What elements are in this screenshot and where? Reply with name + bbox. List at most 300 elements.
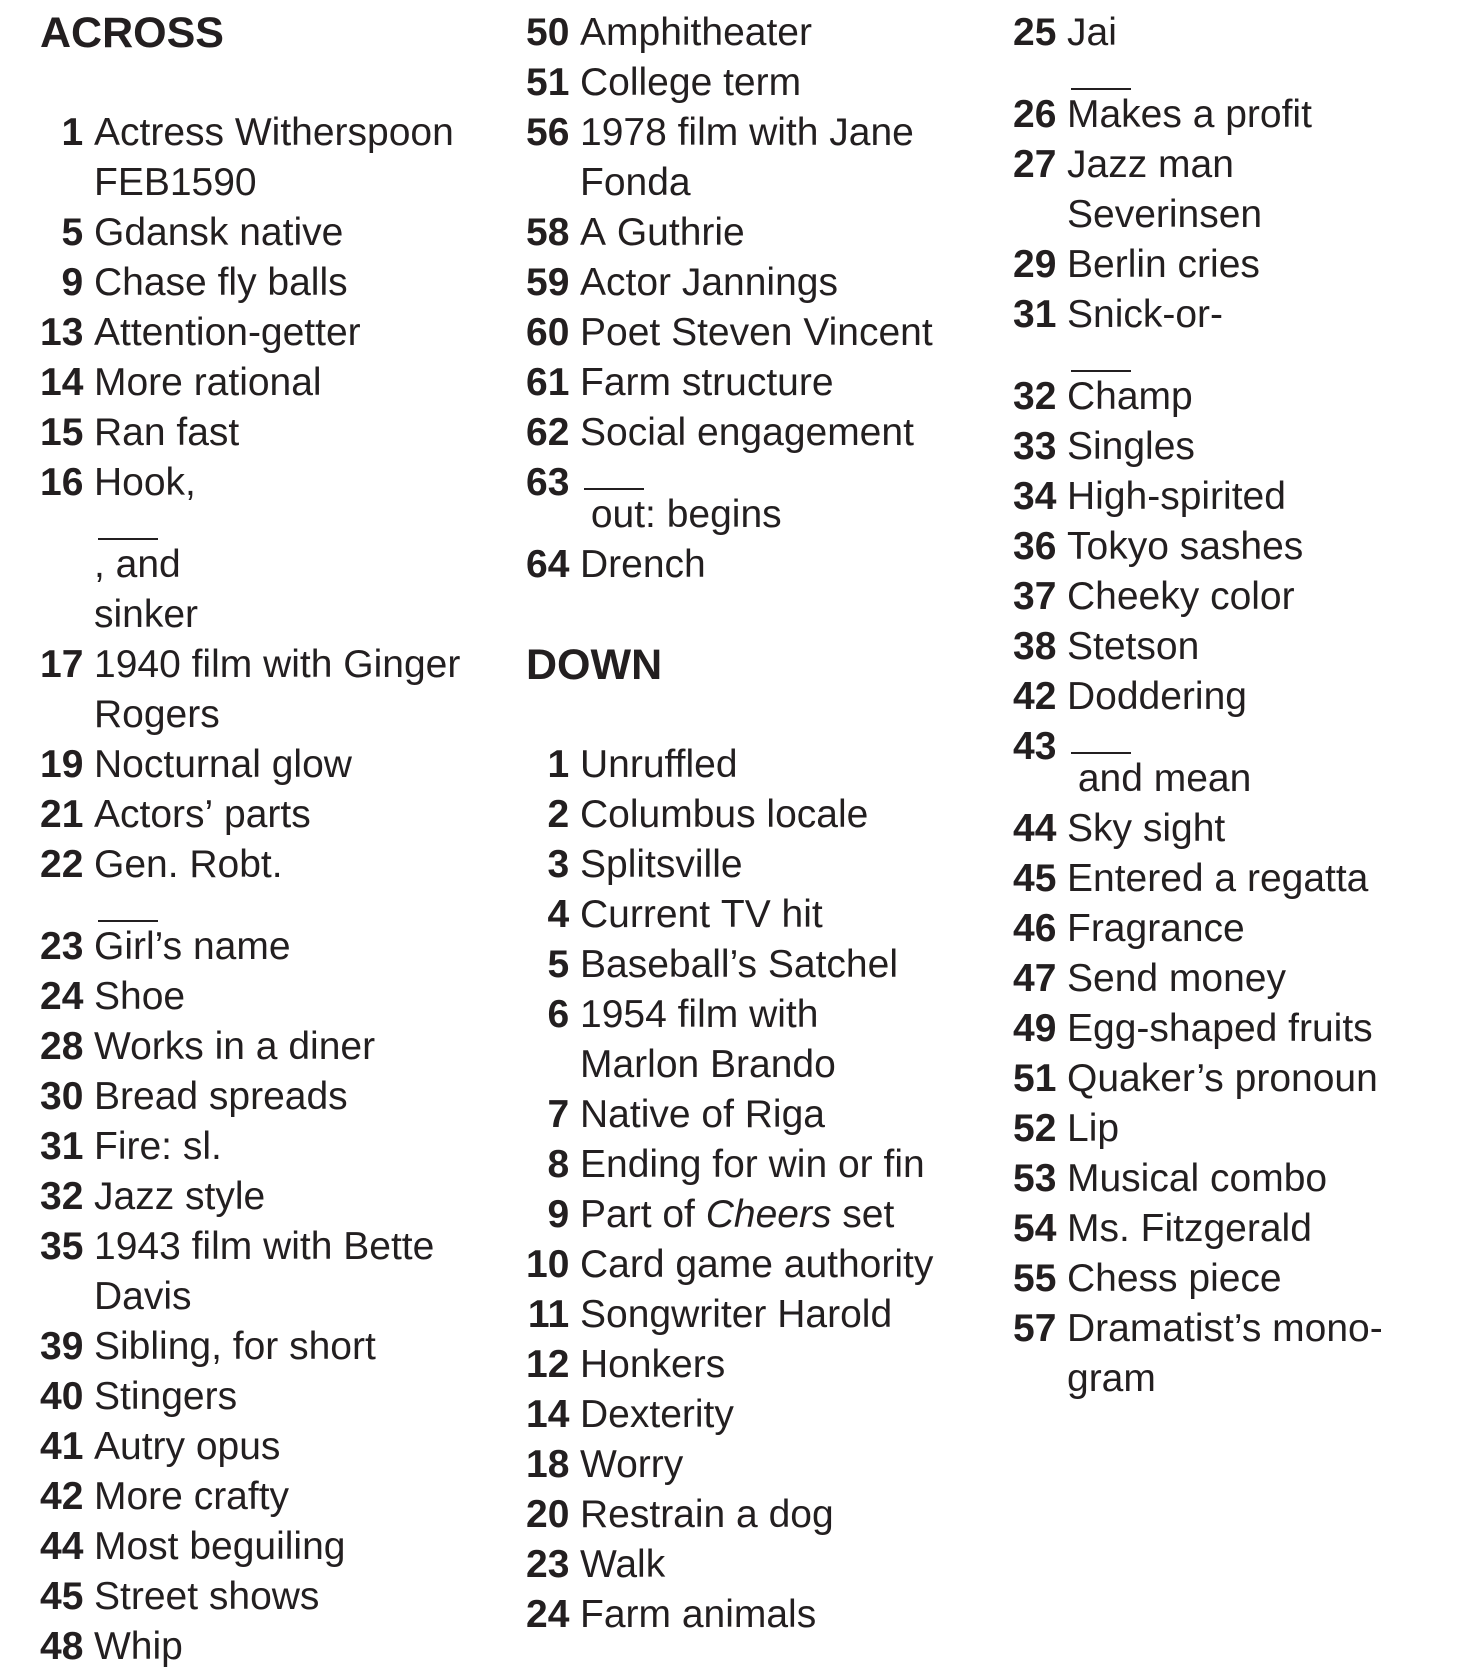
- clue-text: [580, 58, 996, 108]
- clue-item: [526, 208, 996, 258]
- clue-line: Works in a diner: [94, 1025, 376, 1068]
- clue-number: 14: [526, 1393, 581, 1436]
- clue-line: gram: [1067, 1357, 1156, 1400]
- clue-text: [580, 1240, 996, 1290]
- clue-text: [1067, 1004, 1453, 1054]
- clue-number: 44: [40, 1525, 95, 1568]
- column-2: [526, 8, 996, 1640]
- clue-number: 56: [526, 111, 581, 154]
- clue-number: 2: [547, 793, 580, 836]
- clue-line: Severinsen: [1067, 193, 1263, 236]
- clue-line: Actress Witherspoon: [94, 111, 454, 154]
- clue-number: 50: [526, 11, 581, 54]
- clue-number: 51: [1013, 1057, 1068, 1100]
- clue-number: 49: [1013, 1007, 1068, 1050]
- clue-item: [526, 1290, 996, 1340]
- clue-text: [580, 8, 996, 58]
- clue-line: Farm structure: [580, 361, 834, 404]
- clue-text: [580, 940, 996, 990]
- clue-number: 36: [1013, 525, 1068, 568]
- clue-number: 41: [40, 1425, 95, 1468]
- clue-number: 6: [547, 993, 580, 1036]
- clue-number: 51: [526, 61, 581, 104]
- clue-number: 61: [526, 361, 581, 404]
- clue-item: [40, 258, 510, 308]
- clue-line: Most beguiling: [94, 1525, 346, 1568]
- clue-line: Columbus locale: [580, 793, 869, 836]
- clue-text: [1067, 854, 1453, 904]
- clue-item: [40, 972, 510, 1022]
- clue-item: [526, 1490, 996, 1540]
- clue-number: 48: [40, 1625, 95, 1668]
- clue-line: Actors’ parts: [94, 793, 311, 836]
- clue-line: Worry: [580, 1443, 684, 1486]
- clue-number: 15: [40, 411, 95, 454]
- clue-number: 5: [61, 211, 94, 254]
- clue-number: 38: [1013, 625, 1068, 668]
- clue-line: Marlon Brando: [580, 1043, 836, 1086]
- clue-line: Whip: [94, 1625, 183, 1668]
- clue-text: [580, 408, 996, 458]
- clue-line: Farm animals: [580, 1593, 817, 1636]
- clue-text: [580, 108, 996, 208]
- clue-text: [1067, 372, 1453, 422]
- clue-number: 40: [40, 1375, 95, 1418]
- clue-line: Honkers: [580, 1343, 726, 1386]
- clue-line: Baseball’s Satchel: [580, 943, 898, 986]
- clue-line: Makes a profit: [1067, 93, 1312, 136]
- clue-number: 28: [40, 1025, 95, 1068]
- clue-text: [94, 208, 510, 258]
- clue-item: [526, 258, 996, 308]
- clue-item: [1013, 472, 1453, 522]
- clue-text: [580, 990, 996, 1090]
- clue-number: 44: [1013, 807, 1068, 850]
- clue-text: [94, 1622, 510, 1672]
- clue-text: [94, 790, 510, 840]
- clue-item: [40, 922, 510, 972]
- clue-item: [40, 208, 510, 258]
- clue-text: [94, 1572, 510, 1622]
- clue-item: [1013, 240, 1453, 290]
- clue-item: [526, 990, 996, 1090]
- clue-number: 18: [526, 1443, 581, 1486]
- clue-line: and mean: [1067, 722, 1453, 804]
- clue-item: [1013, 672, 1453, 722]
- clue-text: [580, 308, 996, 358]
- clue-number: 7: [547, 1093, 580, 1136]
- clue-text: [94, 1222, 510, 1322]
- clue-text: [1067, 472, 1453, 522]
- clue-item: [40, 1072, 510, 1122]
- clue-number: 9: [547, 1193, 580, 1236]
- clue-number: 63: [526, 461, 581, 504]
- clue-item: [40, 1372, 510, 1422]
- clue-text: [1067, 1154, 1453, 1204]
- clue-line: Egg-shaped fruits: [1067, 1007, 1373, 1050]
- clue-item: [40, 640, 510, 740]
- across-clue-list-continued: [526, 8, 996, 590]
- clue-number: 20: [526, 1493, 581, 1536]
- clue-item: [526, 940, 996, 990]
- clue-number: 37: [1013, 575, 1068, 618]
- clue-number: 33: [1013, 425, 1068, 468]
- clue-item: [40, 790, 510, 840]
- clue-item: [526, 1590, 996, 1640]
- answer-blank: [98, 508, 158, 540]
- clue-item: [40, 1322, 510, 1372]
- clue-item: [1013, 1054, 1453, 1104]
- clue-text: [1067, 1304, 1453, 1404]
- clue-text: [1067, 672, 1453, 722]
- clue-line: sinker: [94, 593, 199, 636]
- clue-number: 31: [40, 1125, 95, 1168]
- clue-text: [1067, 722, 1453, 804]
- clue-line: Dramatist’s mono-: [1067, 1307, 1383, 1350]
- clue-item: [40, 1472, 510, 1522]
- clue-text: [580, 1540, 996, 1590]
- clue-line: Card game authority: [580, 1243, 934, 1286]
- clue-line: Native of Riga: [580, 1093, 825, 1136]
- clue-line: Berlin cries: [1067, 243, 1260, 286]
- clue-number: 52: [1013, 1107, 1068, 1150]
- clue-text: [94, 740, 510, 790]
- clue-number: 24: [40, 975, 95, 1018]
- clue-item: [40, 840, 510, 922]
- clue-number: 29: [1013, 243, 1068, 286]
- clue-number: 32: [40, 1175, 95, 1218]
- clue-line: A Guthrie: [580, 211, 745, 254]
- clue-item: [1013, 1204, 1453, 1254]
- down-clue-list: [526, 740, 996, 1640]
- clue-line: Champ: [1067, 375, 1193, 418]
- clue-item: [1013, 372, 1453, 422]
- clue-number: 46: [1013, 907, 1068, 950]
- clue-text: [94, 458, 510, 640]
- section-gap: [526, 590, 996, 640]
- clue-line: Sky sight: [1067, 807, 1226, 850]
- clue-text: [1067, 8, 1453, 90]
- clue-line: Doddering: [1067, 675, 1247, 718]
- clue-item: [526, 1390, 996, 1440]
- clue-item: [1013, 8, 1453, 90]
- clue-number: 62: [526, 411, 581, 454]
- answer-blank: [1071, 58, 1131, 90]
- clue-line: Chase fly balls: [94, 261, 348, 304]
- clue-text: [94, 1072, 510, 1122]
- heading-gap: [40, 58, 510, 108]
- clue-number: 47: [1013, 957, 1068, 1000]
- clue-number: 54: [1013, 1207, 1068, 1250]
- clue-item: [1013, 622, 1453, 672]
- answer-blank: [584, 458, 644, 490]
- clue-number: 1: [61, 111, 94, 154]
- clue-item: [526, 1340, 996, 1390]
- clue-number: 58: [526, 211, 581, 254]
- clue-number: 32: [1013, 375, 1068, 418]
- clue-text: [580, 1340, 996, 1390]
- clue-line: Girl’s name: [94, 925, 291, 968]
- clue-item: [40, 358, 510, 408]
- clue-item: [40, 308, 510, 358]
- clue-number: 24: [526, 1593, 581, 1636]
- clue-item: [1013, 522, 1453, 572]
- answer-blank: [98, 890, 158, 922]
- clue-item: [1013, 572, 1453, 622]
- clue-item: [526, 1090, 996, 1140]
- clue-line: More crafty: [94, 1475, 290, 1518]
- clue-text: [580, 1590, 996, 1640]
- clue-text: [1067, 422, 1453, 472]
- clue-line: Stetson: [1067, 625, 1200, 668]
- clue-text: [94, 308, 510, 358]
- clue-item: [40, 1522, 510, 1572]
- clue-item: [1013, 1104, 1453, 1154]
- clue-line: Restrain a dog: [580, 1493, 834, 1536]
- clue-text: [94, 358, 510, 408]
- clue-line: Send money: [1067, 957, 1286, 1000]
- clue-item: [40, 740, 510, 790]
- clue-line: Rogers: [94, 693, 220, 736]
- italic-title: Cheers: [705, 1193, 832, 1236]
- clue-line: Lip: [1067, 1107, 1120, 1150]
- clue-text: [1067, 904, 1453, 954]
- clue-item: [1013, 904, 1453, 954]
- clue-line: Davis: [94, 1275, 192, 1318]
- clue-line: Gen. Robt.: [94, 840, 510, 922]
- clue-text: [1067, 290, 1453, 372]
- clue-item: [526, 1140, 996, 1190]
- clue-line: Jazz style: [94, 1175, 266, 1218]
- clue-line: Nocturnal glow: [94, 743, 352, 786]
- clue-line: 1978 film with Jane: [580, 111, 914, 154]
- clue-text: [580, 358, 996, 408]
- clue-line: Amphitheater: [580, 11, 812, 54]
- clue-item: [526, 8, 996, 58]
- clue-item: [526, 890, 996, 940]
- clue-number: 11: [527, 1293, 580, 1336]
- heading-gap: [526, 690, 996, 740]
- clue-number: 42: [40, 1475, 95, 1518]
- clue-line: Walk: [580, 1543, 666, 1586]
- clue-number: 5: [547, 943, 580, 986]
- clue-number: 57: [1013, 1307, 1068, 1350]
- clue-item: [40, 1422, 510, 1472]
- clue-number: 55: [1013, 1257, 1068, 1300]
- clue-line: Autry opus: [94, 1425, 281, 1468]
- clue-line: Entered a regatta: [1067, 857, 1369, 900]
- clue-text: [1067, 622, 1453, 672]
- clue-number: 64: [526, 543, 581, 586]
- clue-line: Part of Cheers set: [580, 1193, 895, 1236]
- clue-text: [580, 1390, 996, 1440]
- clue-line: Poet Steven Vincent: [580, 311, 933, 354]
- clue-number: 45: [40, 1575, 95, 1618]
- clue-item: [1013, 90, 1453, 140]
- clue-number: 12: [526, 1343, 581, 1386]
- clue-item: [1013, 854, 1453, 904]
- clue-text: [94, 1022, 510, 1072]
- clue-line: Bread spreads: [94, 1075, 348, 1118]
- clue-number: 59: [526, 261, 581, 304]
- clue-text: [94, 922, 510, 972]
- clue-text: [580, 1090, 996, 1140]
- column-1: [40, 8, 510, 1672]
- clue-line: Gdansk native: [94, 211, 344, 254]
- clue-line: 1940 film with Ginger: [94, 643, 461, 686]
- clue-item: [526, 1540, 996, 1590]
- clue-line: Jazz man: [1067, 143, 1234, 186]
- clue-item: [1013, 722, 1453, 804]
- across-heading: ACROSS: [40, 9, 224, 57]
- clue-item: [1013, 804, 1453, 854]
- clue-number: 35: [40, 1225, 95, 1268]
- clue-item: [1013, 1154, 1453, 1204]
- clue-number: 4: [547, 893, 580, 936]
- clue-item: [526, 1190, 996, 1240]
- clue-item: [526, 358, 996, 408]
- clue-number: 3: [547, 843, 580, 886]
- clue-text: [1067, 522, 1453, 572]
- clue-text: [94, 408, 510, 458]
- clue-item: [1013, 1304, 1453, 1404]
- clue-item: [1013, 1254, 1453, 1304]
- answer-blank: [1071, 722, 1131, 754]
- clue-line: Tokyo sashes: [1067, 525, 1304, 568]
- clue-line: Sibling, for short: [94, 1325, 376, 1368]
- clue-line: Ms. Fitzgerald: [1067, 1207, 1312, 1250]
- clue-item: [526, 408, 996, 458]
- clue-number: 10: [526, 1243, 581, 1286]
- clue-line: Fragrance: [1067, 907, 1245, 950]
- clue-text: [580, 1290, 996, 1340]
- clue-item: [526, 458, 996, 540]
- column-3: [1013, 8, 1453, 1404]
- clue-line: Stingers: [94, 1375, 238, 1418]
- clue-line: Snick-or-: [1067, 290, 1453, 372]
- clue-number: 45: [1013, 857, 1068, 900]
- clue-text: [94, 840, 510, 922]
- clue-item: [1013, 140, 1453, 240]
- clue-number: 22: [40, 843, 95, 886]
- clue-line: Shoe: [94, 975, 186, 1018]
- clue-line: out: begins: [580, 458, 996, 540]
- clue-item: [40, 1172, 510, 1222]
- clue-line: Singles: [1067, 425, 1195, 468]
- clue-text: [94, 972, 510, 1022]
- clue-line: Social engagement: [580, 411, 914, 454]
- clue-text: [1067, 1254, 1453, 1304]
- clue-line: More rational: [94, 361, 322, 404]
- clue-item: [40, 408, 510, 458]
- clue-text: [1067, 954, 1453, 1004]
- clue-number: 53: [1013, 1157, 1068, 1200]
- clue-line: Jai: [1067, 8, 1453, 90]
- clue-text: [94, 1322, 510, 1372]
- clue-text: [94, 1122, 510, 1172]
- clue-number: 16: [40, 461, 95, 504]
- clue-number: 17: [40, 643, 95, 686]
- clue-text: [580, 1140, 996, 1190]
- clue-item: [526, 1240, 996, 1290]
- clue-text: [1067, 240, 1453, 290]
- clue-line: Chess piece: [1067, 1257, 1282, 1300]
- clue-line: FEB1590: [94, 161, 257, 204]
- clue-number: 19: [40, 743, 95, 786]
- clue-item: [526, 540, 996, 590]
- clue-number: 43: [1013, 725, 1068, 768]
- clue-text: [580, 1440, 996, 1490]
- clue-number: 8: [547, 1143, 580, 1186]
- clue-line: Fonda: [580, 161, 691, 204]
- clue-item: [1013, 954, 1453, 1004]
- clue-text: [580, 208, 996, 258]
- clue-line: Drench: [580, 543, 706, 586]
- clue-text: [580, 840, 996, 890]
- clue-text: [580, 458, 996, 540]
- clue-number: 34: [1013, 475, 1068, 518]
- clue-item: [526, 790, 996, 840]
- clue-item: [40, 1222, 510, 1322]
- clue-text: [1067, 804, 1453, 854]
- clue-item: [1013, 1004, 1453, 1054]
- clue-number: 13: [40, 311, 95, 354]
- clue-text: [1067, 1204, 1453, 1254]
- clue-item: [526, 108, 996, 208]
- clue-text: [1067, 1104, 1453, 1154]
- clue-item: [40, 1122, 510, 1172]
- clue-item: [40, 458, 510, 640]
- clue-line: Quaker’s pronoun: [1067, 1057, 1378, 1100]
- clue-number: 26: [1013, 93, 1068, 136]
- clue-text: [94, 258, 510, 308]
- across-clue-list: [40, 108, 510, 1672]
- clue-text: [1067, 1054, 1453, 1104]
- clue-number: 39: [40, 1325, 95, 1368]
- clue-number: 23: [40, 925, 95, 968]
- answer-blank: [1071, 340, 1131, 372]
- clue-item: [526, 308, 996, 358]
- clue-text: [1067, 572, 1453, 622]
- clue-line: Attention-getter: [94, 311, 361, 354]
- clue-item: [526, 740, 996, 790]
- clue-line: College term: [580, 61, 802, 104]
- clue-text: [580, 890, 996, 940]
- clue-number: 14: [40, 361, 95, 404]
- clue-number: 60: [526, 311, 581, 354]
- clue-item: [526, 1440, 996, 1490]
- clue-number: 27: [1013, 143, 1068, 186]
- clue-line: Musical combo: [1067, 1157, 1328, 1200]
- clue-text: [94, 1172, 510, 1222]
- clue-line: Hook, , and: [94, 461, 207, 586]
- clue-text: [94, 1422, 510, 1472]
- clue-number: 31: [1013, 293, 1068, 336]
- clue-line: Dexterity: [580, 1393, 734, 1436]
- clue-number: 21: [40, 793, 95, 836]
- down-clue-list-continued: [1013, 8, 1453, 1404]
- clue-line: 1954 film with: [580, 993, 819, 1036]
- clue-text: [1067, 140, 1453, 240]
- clue-text: [580, 740, 996, 790]
- clue-text: [94, 1522, 510, 1572]
- clue-line: Cheeky color: [1067, 575, 1295, 618]
- clue-text: [580, 790, 996, 840]
- clue-text: [94, 640, 510, 740]
- clue-line: Current TV hit: [580, 893, 823, 936]
- clue-line: Songwriter Harold: [580, 1293, 893, 1336]
- clue-item: [526, 840, 996, 890]
